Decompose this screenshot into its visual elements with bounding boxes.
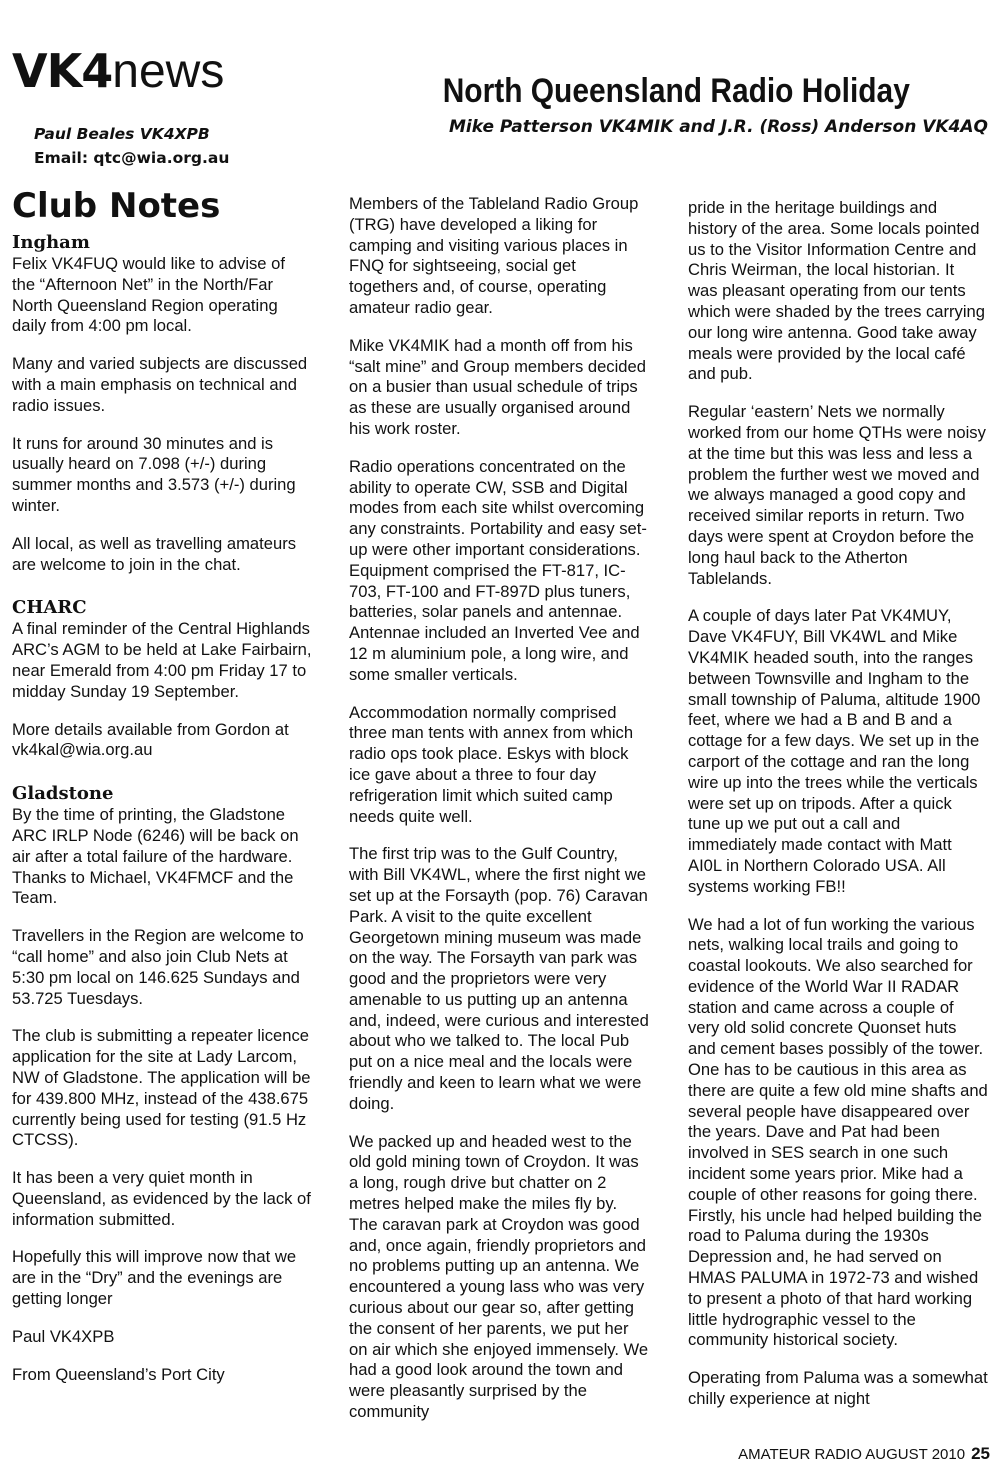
signature-location: From Queensland’s Port City xyxy=(12,1364,225,1384)
paragraph: All local, as well as travelling amateurs are welcome to join in the chat. xyxy=(12,533,297,574)
paragraph: By the time of printing, the Gladstone ARC IRLP Node (6246) will be back on air after a total failure of the hardware. Thanks to Michael, VK4FMCF and the Team. xyxy=(12,805,299,908)
paragraph: The club is submitting a repeater licence application for the site at Lady Larcom, NW of Gladstone. The application will be for 439.800 MHz, instead of the 438.675 currently being used for testing (91.5 Hz CTCSS). xyxy=(12,1026,311,1150)
article-column-2 xyxy=(349,194,649,1440)
paragraph: Hopefully this will improve now that we are in the “Dry” and the evenings are getting longer xyxy=(12,1247,297,1309)
footer-magazine: AMATEUR RADIO AUGUST 2010 xyxy=(738,1446,966,1463)
paragraph: Regular ‘eastern’ Nets we normally worked from our home QTHs were noisy at the time but this was less and less a problem the further west we moved and we always managed a good copy and received similar reports in return. Two days were spent at Croydon before the long haul back to the Atherton Tablelands. xyxy=(688,402,986,588)
byline xyxy=(34,122,229,170)
page-number: 25 xyxy=(971,1444,990,1463)
masthead xyxy=(12,44,225,98)
article-subtitle: Mike Patterson VK4MIK and J.R. (Ross) Anderson VK4AQ xyxy=(449,117,988,137)
paragraph: Many and varied subjects are discussed with a main emphasis on technical and radio issues. xyxy=(12,354,308,415)
paragraph: A couple of days later Pat VK4MUY, Dave VK4FUY, Bill VK4WL and Mike VK4MIK headed south, into the ranges between Townsville and Ingham to the small township of Paluma, altitude 1900 feet, where we had a B and B and a cottage for a few days. We set up in the carport of the cottage and ran the long wire up into the trees while the verticals were set up on tripods. After a quick tune up we put out a call and immediately made contact with Matt AI0L in Northern Colorado USA. All systems working FB!! xyxy=(688,606,981,896)
paragraph: We had a lot of fun working the various nets, walking local trails and going to coastal lookouts. We also searched for evidence of the World War II RADAR station and came across a couple of very old solid concrete Quonset huts and cement bases possibly of the tower. One has to be cautious in this area as there are quite a few old mine shafts and several people have disappeared over the years. Dave and Pat had been involved in SES search in one such incident some years prior. Mike had a couple of other reasons for going there. Firstly, his uncle had helped building the road to Paluma during the 1930s Depression and, he had served on HMAS PALUMA in 1972-73 and wished to present a photo of that hard working little hydrographic vessel to the community historical society. xyxy=(688,914,988,1350)
paragraph: Mike VK4MIK had a month off from his “salt mine” and Group members decided on a busier than usual schedule of trips as these are usually organised around his work roster. xyxy=(349,335,646,438)
section-head-gladstone: Gladstone xyxy=(12,783,114,805)
masthead-news: news xyxy=(112,45,225,98)
paragraph: A final reminder of the Central Highlands ARC’s AGM to be held at Lake Fairbairn, near Emerald from 4:00 pm Friday 17 to midday Sunday 19 September. xyxy=(12,619,312,701)
paragraph: Operating from Paluma was a somewhat chilly experience at night xyxy=(688,1368,988,1409)
page-footer xyxy=(738,1444,990,1464)
paragraph: We packed up and headed west to the old gold mining town of Croydon. It was a long, rough drive but chatter on 2 metres helped make the miles fly by. The caravan park at Croydon was good and, once again, friendly proprietors and no problems putting up an antenna. We encountered a young lass who was very curious about our gear so, after getting the consent of her parents, we put her on air which she enjoyed immensely. We had a good look around the town and were pleasantly surprised by the community xyxy=(349,1131,649,1422)
section-head-charc: CHARC xyxy=(12,597,87,619)
paragraph: It runs for around 30 minutes and is usually heard on 7.098 (+/-) during summer months and 3.573 (+/-) during winter. xyxy=(12,433,296,515)
section-head-ingham: Ingham xyxy=(12,232,90,253)
signature: Paul VK4XPB xyxy=(12,1326,115,1346)
paragraph: More details available from Gordon at vk4kal@wia.org.au xyxy=(12,719,289,760)
club-notes-title: Club Notes xyxy=(12,186,221,226)
paragraph: Accommodation normally comprised three man tents with annex from which radio ops took place. Eskys with block ice gave about a three to four day refrigeration limit which suited camp needs quite well. xyxy=(349,702,634,826)
article-title: North Queensland Radio Holiday xyxy=(442,72,910,110)
byline-email[interactable]: Email: qtc@wia.org.au xyxy=(34,149,230,167)
club-notes-column xyxy=(12,186,312,1402)
paragraph: Radio operations concentrated on the ability to operate CW, SSB and Digital modes from each site whilst overcoming any constraints. Portability and easy set-up were other important considerations. Equipment comprised the FT-817, IC-703, FT-100 and FT-897D plus tuners, batteries, solar panels and antennae. Antennae included an Inverted Vee and 12 m aluminium pole, a long wire, and some smaller verticals. xyxy=(349,456,647,684)
paragraph: Travellers in the Region are welcome to “call home” and also join Club Nets at 5:30 pm local on 146.625 Sundays and 53.725 Tuesdays. xyxy=(12,926,304,1008)
paragraph: It has been a very quiet month in Queensland, as evidenced by the lack of information submitted. xyxy=(12,1168,311,1229)
paragraph: pride in the heritage buildings and history of the area. Some locals pointed us to the Visitor Information Centre and Chris Weirman, the local historian. It was pleasant operating from our tents which were shaded by the trees carrying our long wire antenna. Good take away meals were provided by the local café and pub. xyxy=(688,198,985,384)
paragraph: Members of the Tableland Radio Group (TRG) have developed a liking for camping and visiting various places in FNQ for sightseeing, social get togethers and, of course, operating amateur radio gear. xyxy=(349,194,639,317)
article-column-3 xyxy=(688,198,988,1427)
paragraph: The first trip was to the Gulf Country, with Bill VK4WL, where the first night we set up at the Forsayth (pop. 76) Caravan Park. A visit to the quite excellent Georgetown mining museum was made on the way. The Forsayth van park was good and the proprietors were very amenable to us putting up an antenna and, indeed, were curious and interested about who we talked to. The local Pub put on a nice meal and the locals were friendly and keen to learn what we were doing. xyxy=(349,844,649,1113)
paragraph: Felix VK4FUQ would like to advise of the “Afternoon Net” in the North/Far North Queensland Region operating daily from 4:00 pm local. xyxy=(12,254,285,336)
masthead-vk4: VK4 xyxy=(12,44,113,98)
byline-author: Paul Beales VK4XPB xyxy=(34,125,210,143)
